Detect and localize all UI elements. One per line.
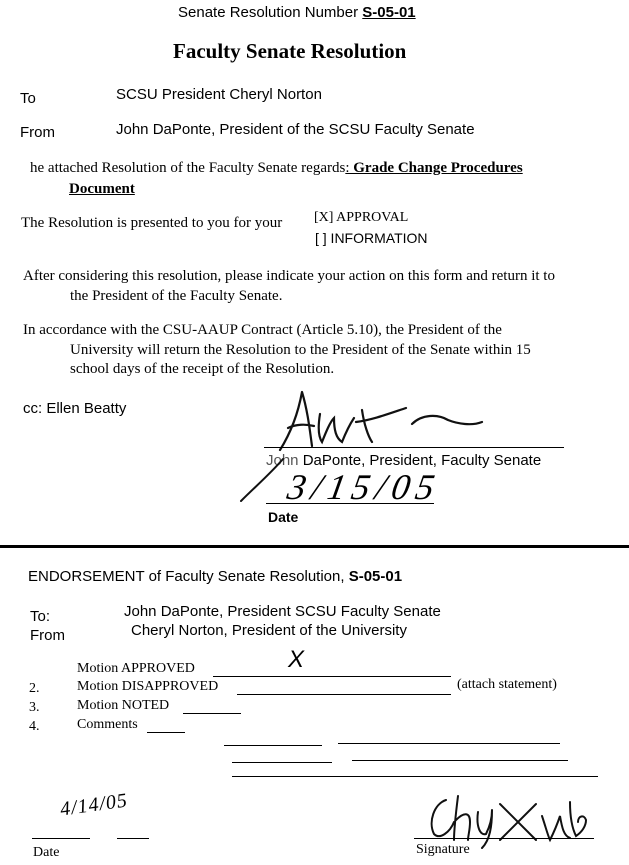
endorsement-title-prefix: ENDORSEMENT of Faculty Senate Resolution, <box>28 568 349 585</box>
attach-statement-note: (attach statement) <box>457 677 557 692</box>
to-label: To <box>20 90 36 107</box>
option-information: [ ] INFORMATION <box>315 230 428 246</box>
regards-subject-cont: Document <box>69 181 135 197</box>
section-divider <box>0 545 629 548</box>
contract-para-line3: school days of the receipt of the Resolution. <box>70 361 335 377</box>
endorsement-to-value: John DaPonte, President SCSU Faculty Senate <box>124 603 441 620</box>
instruction-para-line1: After considering this resolution, please indicate your action on this form and return it to <box>23 268 555 284</box>
resolution-number: S-05-01 <box>362 4 416 21</box>
motion-2-number: 2. <box>29 681 40 696</box>
signer-rest: DaPonte, President, Faculty Senate <box>302 452 542 469</box>
comments-label: Comments <box>77 717 138 732</box>
endorsement-to-label: To: <box>30 608 51 625</box>
motion-approved-mark: X <box>288 646 305 673</box>
signer-first: John <box>266 452 303 469</box>
regards-prefix: he attached Resolution of the Faculty Senate regards <box>30 160 346 176</box>
comment-line <box>232 776 598 777</box>
page-title: Faculty Senate Resolution <box>173 39 407 63</box>
to-value: SCSU President Cheryl Norton <box>116 86 322 103</box>
motion-approved-label: Motion APPROVED <box>77 661 195 676</box>
comment-line <box>338 743 560 744</box>
contract-para-line1: In accordance with the CSU-AAUP Contract (Article 5.10), the President of the <box>23 322 502 338</box>
cc-line: cc: Ellen Beatty <box>23 400 127 417</box>
motion-3-number: 3. <box>29 700 40 715</box>
instruction-para-line2: the President of the Faculty Senate. <box>70 288 283 304</box>
resolution-number-line <box>178 4 416 21</box>
regards-subject: Grade Change Procedures <box>349 160 523 176</box>
comment-line <box>352 760 568 761</box>
presented-text: The Resolution is presented to you for your <box>21 215 283 231</box>
motion-noted-label: Motion NOTED <box>77 698 170 713</box>
signed-date: 3/15/05 <box>284 467 444 507</box>
contract-para-line2: University will return the Resolution to the President of the Senate within 15 <box>70 342 531 358</box>
endorsement-handwritten-date: 4/14/05 <box>58 789 130 821</box>
resolution-number-label: Senate Resolution Number <box>178 4 363 21</box>
endorsement-date-label: Date <box>33 845 60 860</box>
from-value: John DaPonte, President of the SCSU Faculty Senate <box>116 121 475 138</box>
option-approval: [X] APPROVAL <box>314 210 409 225</box>
endorsement-from-value: Cheryl Norton, President of the University <box>131 622 407 639</box>
motion-4-number: 4. <box>29 719 40 734</box>
endorsement-number: S-05-01 <box>348 568 403 585</box>
motion-disapproved-label: Motion DISAPPROVED <box>77 679 219 694</box>
comment-line <box>224 745 322 746</box>
endorsement-from-label: From <box>30 627 65 644</box>
regards-colon: : <box>345 160 350 176</box>
date-label: Date <box>268 509 299 525</box>
from-label: From <box>20 124 55 141</box>
endorsement-title <box>28 568 402 585</box>
signature-label: Signature <box>416 842 470 857</box>
comment-line <box>232 762 332 763</box>
regards-line <box>30 160 523 177</box>
